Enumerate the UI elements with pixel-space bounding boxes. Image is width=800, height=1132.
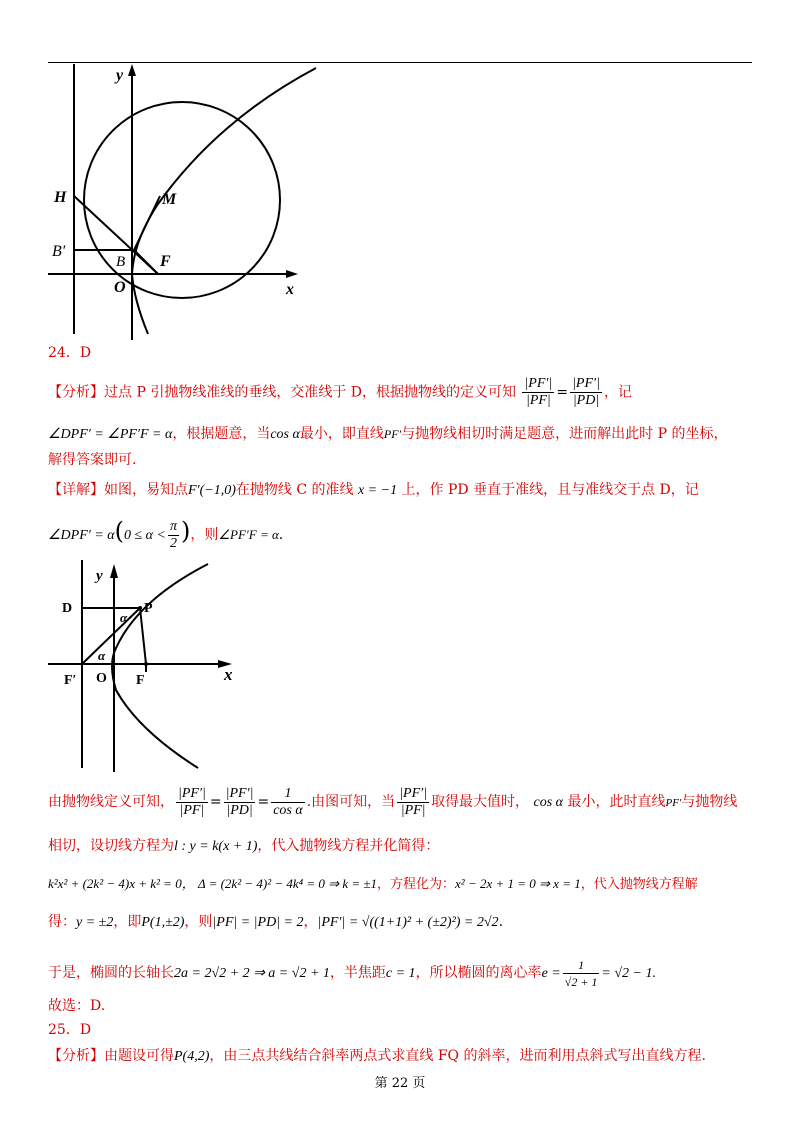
sol-line5: 于是，椭圆的长轴长2a = 2√2 + 2 ⇒ a = √2 + 1，半焦距c = 1，所以椭圆的离心率e = $\frac{1}{√2 + 1}$ = √2 − 1. <box>48 957 656 989</box>
svg-text:P: P <box>144 601 153 616</box>
fig1-label-Bp: B′ <box>52 243 66 260</box>
q24-analysis-line2: ∠DPF′ = ∠PF′F = α，根据题意，当cos α最小，即直线PF′与抛物线相切时满足题意，进而解出此时 P 的坐标， <box>48 426 728 442</box>
page-footer: 第 22 页 <box>374 1076 426 1091</box>
svg-text:F: F <box>136 673 145 688</box>
sol-line1: 由抛物线定义可知， $\frac{|PF'|}{|PF|}$ = $\frac{|PF'|}{|PD|}$ = $\frac{1}{\text{cos α}}$ .由图可知，当 $\frac{|PF'|}{|PF|}$ 取得最大值时， cos α 最小，此时直线PF′与抛物线 <box>48 785 738 818</box>
sol-line4: 得：y = ±2，即P(1,±2)，则|PF| = |PD| = 2，|PF′| = √((1+1)² + (±2)²) = 2√2. <box>48 914 504 930</box>
svg-text:F′: F′ <box>64 673 77 688</box>
q24-analysis-line3: 解得答案即可. <box>48 452 137 468</box>
fig1-label-x: x <box>286 281 294 298</box>
sol-line2: 相切，设切线方程为l : y = k(x + 1)，代入抛物线方程并化简得： <box>48 838 440 854</box>
svg-text:O: O <box>96 671 107 686</box>
svg-text:α: α <box>98 648 106 663</box>
fig1-label-O: O <box>114 279 126 296</box>
q25-analysis: 【分析】由题设可得P(4,2)，由三点共线结合斜率两点式求直线 FQ 的斜率，进而利用点斜式写出直线方程. <box>48 1048 706 1064</box>
fig1-label-H: H <box>54 189 67 206</box>
svg-text:y: y <box>96 568 103 584</box>
fig1-label-B: B <box>116 254 126 270</box>
svg-text:x: x <box>224 665 233 684</box>
q24-number: 24．D <box>48 345 92 361</box>
fig1-label-F: F <box>160 253 171 270</box>
header-rule <box>48 62 752 63</box>
figure-2 <box>48 560 248 772</box>
q25-number: 25．D <box>48 1022 92 1038</box>
fig1-label-M: M <box>162 191 177 208</box>
sol-answer: 故选：D. <box>48 998 106 1014</box>
q24-detail-line2: ∠DPF′ = α(0 ≤ α < $\frac{\pi}{2}$ )，则∠PF′F = α. <box>48 517 284 551</box>
svg-text:α: α <box>120 610 128 625</box>
fig1-label-y: y <box>116 67 124 84</box>
fig1-circle <box>84 102 280 298</box>
q24-analysis-line1: 【分析】过点 P 引抛物线准线的垂线，交准线于 D，根据抛物线的定义可知 $\frac{|PF'|}{|PF|}$ = $\frac{|PF'|}{|PD|}$ ，记 <box>48 376 632 408</box>
figure-1 <box>48 64 328 340</box>
q24-detail-line1: 【详解】如图，易知点F′(−1,0)在抛物线 C 的准线 x = −1 上，作 PD 垂直于准线，且与准线交于点 D，记 <box>48 482 699 498</box>
svg-text:D: D <box>62 601 73 616</box>
sol-line3: k²x² + (2k² − 4)x + k² = 0， Δ = (2k² − 4)² − 4k⁴ = 0 ⇒ k = ±1，方程化为：x² − 2x + 1 = 0 ⇒ x = 1，代入抛物线方程解 <box>48 876 698 892</box>
